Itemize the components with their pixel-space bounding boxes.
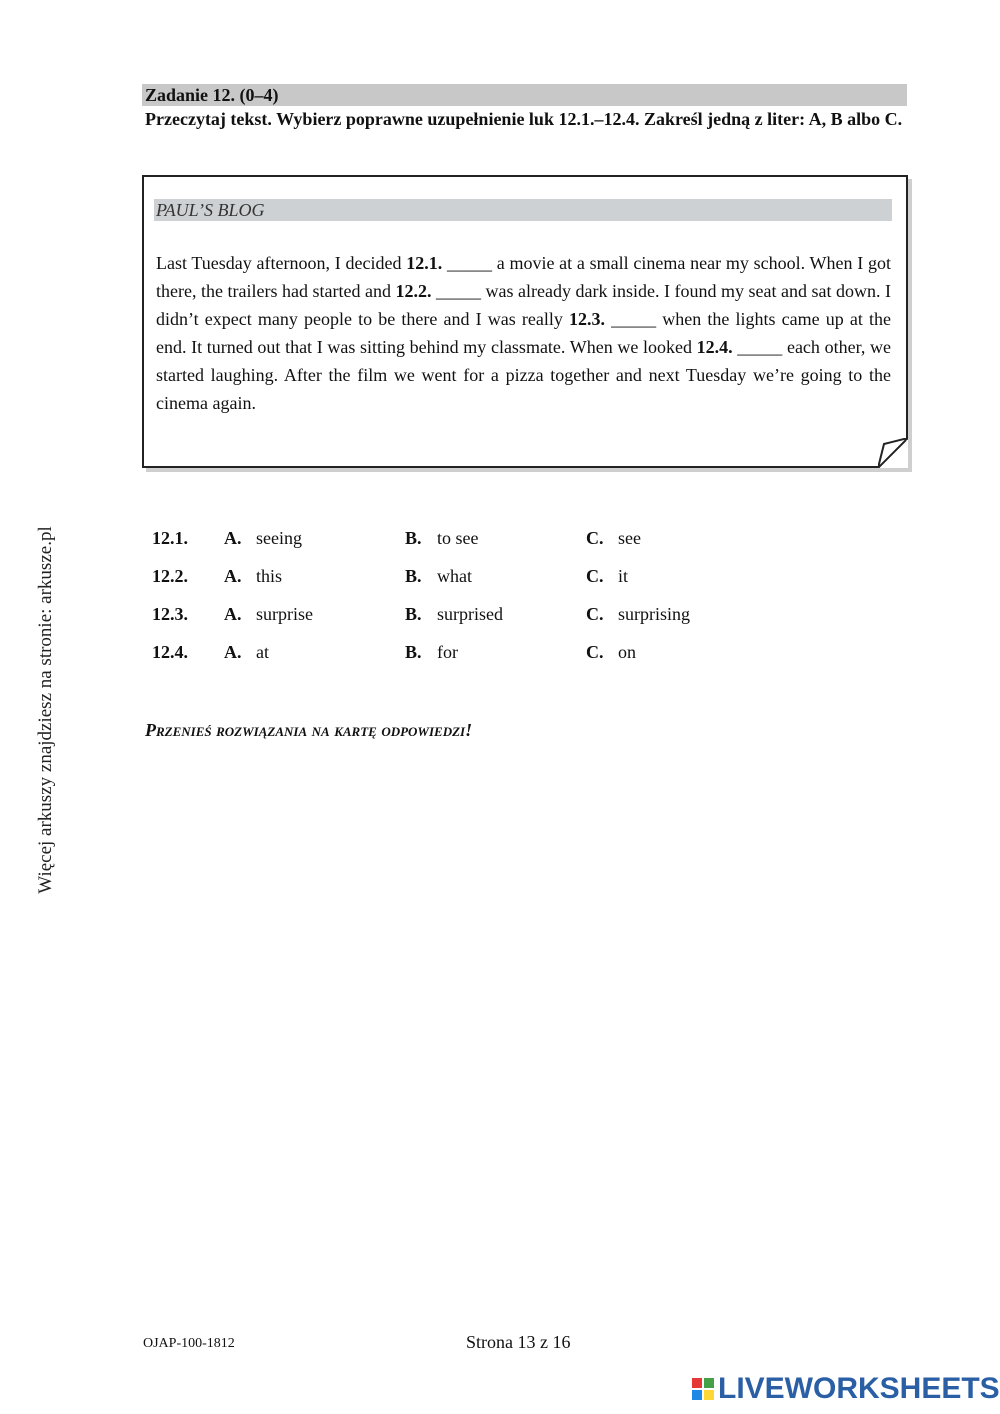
option-letter-a[interactable]: A. xyxy=(224,566,242,586)
question-number: 12.2. xyxy=(152,566,188,586)
option-text-a[interactable]: at xyxy=(256,642,269,662)
question-number: 12.3. xyxy=(152,604,188,624)
side-note: Więcej arkuszy znajdziesz na stronie: arkusze.pl xyxy=(35,526,56,894)
logo-square-yellow xyxy=(704,1390,714,1400)
blog-text-segment: _____ each other, we started laughing. After the film we went for a pizza together and next Tuesday we’re going to the cinema again. xyxy=(156,337,891,413)
blog-text xyxy=(156,249,891,417)
option-text-b[interactable]: surprised xyxy=(437,604,503,624)
logo-square-blue xyxy=(692,1390,702,1400)
option-letter-c[interactable]: C. xyxy=(586,604,604,624)
question-number: 12.4. xyxy=(152,642,188,662)
blog-text-segment: _____ was already dark inside. I found my seat and sat down. I didn’t expect many people to be there and I was really xyxy=(156,281,891,329)
option-text-c[interactable]: it xyxy=(618,566,629,586)
option-letter-a[interactable]: A. xyxy=(224,604,242,624)
option-letter-c[interactable]: C. xyxy=(586,642,604,662)
task-header xyxy=(142,84,907,106)
option-letter-a[interactable]: A. xyxy=(224,642,242,662)
option-letter-b[interactable]: B. xyxy=(405,528,422,548)
liveworksheets-brand[interactable] xyxy=(692,1372,1000,1406)
option-letter-b[interactable]: B. xyxy=(405,604,422,624)
option-text-a[interactable]: surprise xyxy=(256,604,313,624)
option-letter-b[interactable]: B. xyxy=(405,566,422,586)
brand-name: LIVEWORKSHEETS xyxy=(718,1372,1000,1405)
exam-code: OJAP-100-1812 xyxy=(143,1336,235,1351)
option-text-a[interactable]: seeing xyxy=(256,528,302,548)
option-text-b[interactable]: to see xyxy=(437,528,479,548)
gap-label-12-3: 12.3. xyxy=(569,309,605,329)
gap-label-12-1: 12.1. xyxy=(406,253,443,273)
option-letter-a[interactable]: A. xyxy=(224,528,242,548)
blog-box xyxy=(142,175,908,468)
transfer-note: Przenieś rozwiązania na kartę odpowiedzi! xyxy=(145,720,473,740)
option-text-c[interactable]: see xyxy=(618,528,641,548)
logo-square-red xyxy=(692,1378,702,1388)
option-text-c[interactable]: on xyxy=(618,642,636,662)
option-text-b[interactable]: what xyxy=(437,566,472,586)
option-letter-c[interactable]: C. xyxy=(586,528,604,548)
option-text-b[interactable]: for xyxy=(437,642,458,662)
option-text-c[interactable]: surprising xyxy=(618,604,690,624)
gap-label-12-4: 12.4. xyxy=(696,337,733,357)
blog-header xyxy=(154,199,892,221)
option-letter-b[interactable]: B. xyxy=(405,642,422,662)
question-number: 12.1. xyxy=(152,528,188,548)
blog-text-segment: Last Tuesday afternoon, I decided xyxy=(156,253,407,273)
page-number: Strona 13 z 16 xyxy=(466,1332,571,1352)
blog-title: PAUL’S BLOG xyxy=(156,200,265,220)
option-letter-c[interactable]: C. xyxy=(586,566,604,586)
option-text-a[interactable]: this xyxy=(256,566,283,586)
blog-text-segment: _____ when the lights came up at the end. It turned out that I was sitting behind my classmate. When we looked xyxy=(156,309,892,357)
liveworksheets-logo-icon xyxy=(692,1378,714,1400)
task-title: Zadanie 12. (0–4) xyxy=(145,85,279,105)
task-instruction: Przeczytaj tekst. Wybierz poprawne uzupełnienie luk 12.1.–12.4. Zakreśl jedną z liter: A, B albo C. xyxy=(145,109,903,129)
page-fold-icon xyxy=(878,438,908,468)
logo-square-green xyxy=(704,1378,714,1388)
blog-text-segment: _____ a movie at a small cinema near my school. When I got there, the trailers had started and xyxy=(156,253,891,301)
gap-label-12-2: 12.2. xyxy=(395,281,432,301)
